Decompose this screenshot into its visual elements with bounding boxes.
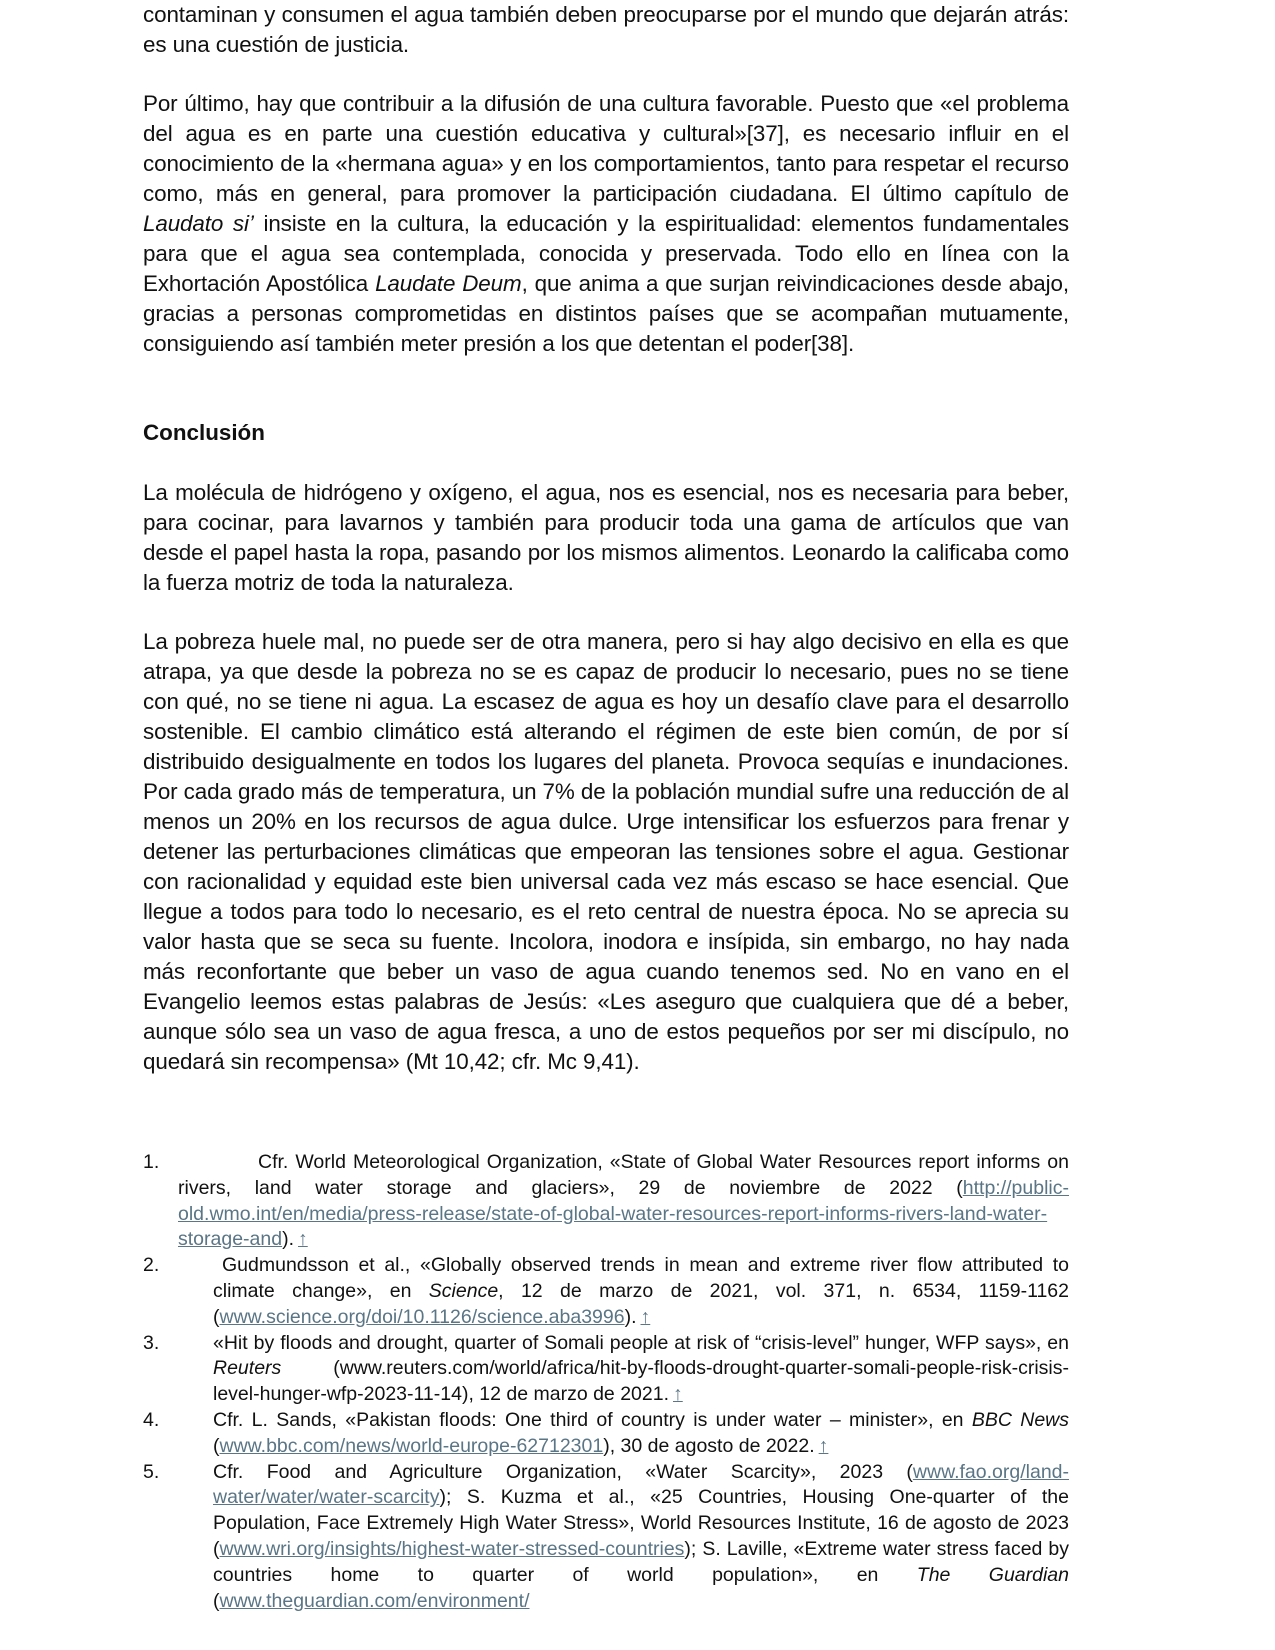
back-arrow-icon[interactable]: ↑ xyxy=(298,1228,308,1251)
section-heading-conclusion: Conclusión xyxy=(143,420,265,445)
footnotes-list xyxy=(143,1150,1069,1614)
footnote-3 xyxy=(143,1331,1069,1408)
back-arrow-icon[interactable]: ↑ xyxy=(673,1383,683,1406)
footnote-number: 2. xyxy=(143,1254,160,1277)
footnote-text: , 12 de marzo de 2021, vol. 371, n. 6534, 1159-1162 ( xyxy=(213,1279,1069,1328)
source-title: The Guardian xyxy=(916,1563,1069,1586)
footnote-1 xyxy=(143,1150,1069,1253)
footnote-text: Cfr. L. Sands, «Pakistan floods: One third of country is under water – minister», en xyxy=(213,1408,972,1431)
footnote-text: Cfr. Food and Agriculture Organization, «Water Scarcity», 2023 ( xyxy=(213,1460,913,1483)
journal-title: Science xyxy=(428,1279,499,1302)
footnote-4 xyxy=(143,1408,1069,1460)
footnote-2 xyxy=(143,1253,1069,1330)
source-title: BBC News xyxy=(971,1408,1069,1431)
footnote-text: Cfr. World Meteorological Organization, «State of Global Water Resources report informs on rivers, land water storage and glaciers», 29 de noviembre de 2022 ( xyxy=(178,1151,1069,1199)
footnote-5 xyxy=(143,1460,1069,1615)
title-laudate-deum: Laudate Deum xyxy=(375,271,522,296)
paragraph-text: insiste en la cultura, la educación y la espiritualidad: elementos fundamentales para que el agua sea contemplada, conocida y preservada. Todo ello en línea con la Exhortación Apostólica xyxy=(143,211,1069,296)
footnote-link-fao[interactable]: www.fao.org/land-water/water/water-scarcity xyxy=(213,1460,1069,1509)
footnote-link-wri[interactable]: www.wri.org/insights/highest-water-stressed-countries xyxy=(219,1537,685,1560)
footnote-text: ); S. Kuzma et al., «25 Countries, Housing One-quarter of the Population, Face Extremely High Water Stress», World Resources Institute, 16 de agosto de 2023 ( xyxy=(213,1486,1069,1560)
footnote-text: ). xyxy=(624,1305,637,1328)
footnote-number: 3. xyxy=(143,1331,160,1354)
footnote-text: ( xyxy=(213,1434,220,1457)
footnote-text: ), 30 de agosto de 2022. xyxy=(603,1434,815,1457)
paragraph-text: Por último, hay que contribuir a la difusión de una cultura favorable. Puesto que «el problema del agua es en parte una cuestión educativa y cultural»[37], es necesario influir en el conocimiento de la «hermana agua» y en los comportamientos, tanto para respetar el recurso como, más en general, para promover la participación ciudadana. El último capítulo de xyxy=(143,91,1069,206)
title-laudato-si: Laudato si’ xyxy=(143,211,254,236)
footnote-text: ); S. Laville, «Extreme water stress faced by countries home to quarter of world population», en xyxy=(213,1537,1069,1586)
paragraph-text: , que anima a que surjan reivindicaciones desde abajo, gracias a personas comprometidas en distintos países que se acompañan mutuamente, consiguiendo así también meter presión a los que detentan el poder[38]. xyxy=(143,271,1070,356)
footnote-link[interactable]: http://public-old.wmo.int/en/media/press-release/state-of-global-water-resources-report-informs-rivers-land-water-storage-and xyxy=(178,1176,1069,1251)
footnote-number: 1. xyxy=(143,1151,160,1173)
footnote-text: ( xyxy=(213,1589,220,1612)
footnote-number: 5. xyxy=(143,1460,160,1483)
paragraph-conclusion-1: La molécula de hidrógeno y oxígeno, el agua, nos es esencial, nos es necesaria para beber, para cocinar, para lavarnos y también para producir toda una gama de artículos que van desde el papel hasta la ropa, pasando por los mismos alimentos. Leonardo la calificaba como la fuerza motriz de toda la naturaleza. xyxy=(143,480,1069,595)
footnote-text: Gudmundsson et al., «Globally observed trends in mean and extreme river flow attributed to climate change», en xyxy=(213,1254,1069,1302)
footnote-link-guardian[interactable]: www.theguardian.com/environment/ xyxy=(219,1589,530,1612)
footnote-link[interactable]: www.science.org/doi/10.1126/science.aba3996 xyxy=(219,1305,625,1328)
footnote-text: (www.reuters.com/world/africa/hit-by-floods-drought-quarter-somali-people-risk-crisis-level-hunger-wfp-2023-11-14), 12 de marzo de 2021. xyxy=(213,1357,1069,1406)
back-arrow-icon[interactable]: ↑ xyxy=(818,1434,829,1457)
back-arrow-icon[interactable]: ↑ xyxy=(640,1305,651,1328)
footnote-number: 4. xyxy=(143,1408,160,1431)
footnote-link[interactable]: www.bbc.com/news/world-europe-62712301 xyxy=(219,1434,604,1457)
paragraph-conclusion-2: La pobreza huele mal, no puede ser de otra manera, pero si hay algo decisivo en ella es que atrapa, ya que desde la pobreza no se es capaz de producir lo necesario, pues no se tiene con qué, no se tiene ni agua. La escasez de agua es hoy un desafío clave para el desarrollo sostenible. El cambio climático está alterando el régimen de este bien común, de por sí distribuido desigualmente en todos los lugares del planeta. Provoca sequías e inundaciones. Por cada grado más de temperatura, un 7% de la población mundial sufre una reducción de al menos un 20% en los recursos de agua dulce. Urge intensificar los esfuerzos para frenar y detener las perturbaciones climáticas que empeoran las tensiones sobre el agua. Gestionar con racionalidad y equidad este bien universal cada vez más escaso se hace esencial. Que llegue a todos para todo lo necesario, es el reto central de nuestra época. No se aprecia su valor hasta que se seca su fuente. Incolora, inodora e insípida, sin embargo, no hay nada más reconfortante que beber un vaso de agua cuando tenemos sed. No en vano en el Evangelio leemos estas palabras de Jesús: «Les aseguro que cualquiera que dé a beber, aunque sólo sea un vaso de agua fresca, a uno de estos pequeños por ser mi discípulo, no quedará sin recompensa» (Mt 10,42; cfr. Mc 9,41). xyxy=(143,629,1069,1074)
source-title: Reuters xyxy=(213,1357,282,1380)
footnote-text: «Hit by floods and drought, quarter of Somali people at risk of “crisis-level” hunger, WFP says», en xyxy=(213,1331,1069,1354)
paragraph-justicia: contaminan y consumen el agua también deben preocuparse por el mundo que dejarán atrás: es una cuestión de justicia. xyxy=(143,2,1069,57)
paragraph-cultura xyxy=(143,89,1069,359)
footnote-text: ). xyxy=(282,1228,294,1251)
